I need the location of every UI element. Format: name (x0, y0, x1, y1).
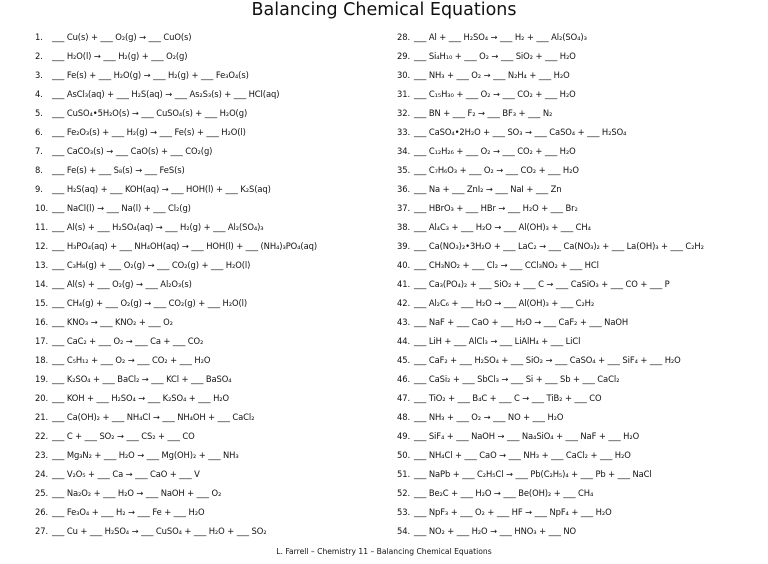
equation-text: ___ Ca(NO₃)₂•3H₂O + ___ LaC₂ → ___ Ca(NO₃)₂ + ___ La(OH)₃ + ___ C₂H₂ (414, 240, 704, 251)
equation-text: ___ H₃PO₄(aq) + ___ NH₄OH(aq) → ___ HOH(l) + ___ (NH₄)₃PO₄(aq) (52, 240, 317, 251)
equation-row (397, 369, 767, 388)
equation-row (35, 350, 393, 369)
equation-text: ___ Fe(s) + ___ H₂O(g) → ___ H₂(g) + ___ Fe₃O₄(s) (52, 69, 249, 80)
equation-row (397, 65, 767, 84)
equation-row (397, 483, 767, 502)
equation-number: 8. (35, 164, 43, 175)
equation-number: 38. (397, 221, 411, 232)
equation-row (35, 426, 393, 445)
equation-row (35, 369, 393, 388)
equation-row (35, 141, 393, 160)
equation-row (397, 502, 767, 521)
equation-text: ___ Be₂C + ___ H₂O → ___ Be(OH)₂ + ___ CH₄ (414, 487, 594, 498)
equation-number: 10. (35, 202, 49, 213)
equation-text: ___ Si₄H₁₀ + ___ O₂ → ___ SiO₂ + ___ H₂O (414, 50, 576, 61)
equation-text: ___ CaSi₂ + ___ SbCl₃ → ___ Si + ___ Sb + ___ CaCl₂ (414, 373, 620, 384)
equation-text: ___ NpF₃ + ___ O₂ + ___ HF → ___ NpF₄ + ___ H₂O (414, 506, 612, 517)
equation-row (397, 103, 767, 122)
equation-number: 52. (397, 487, 411, 498)
equation-number: 21. (35, 411, 49, 422)
equation-text: ___ CuSO₄•5H₂O(s) → ___ CuSO₄(s) + ___ H₂O(g) (52, 107, 248, 118)
equation-text: ___ V₂O₅ + ___ Ca → ___ CaO + ___ V (52, 468, 200, 479)
equation-row (397, 464, 767, 483)
equation-number: 5. (35, 107, 43, 118)
equation-row (397, 426, 767, 445)
equation-row (35, 388, 393, 407)
equation-number: 30. (397, 69, 411, 80)
equation-text: ___ NaCl(l) → ___ Na(l) + ___ Cl₂(g) (52, 202, 191, 213)
equation-number: 47. (397, 392, 411, 403)
equation-number: 39. (397, 240, 411, 251)
equation-number: 1. (35, 31, 43, 42)
equation-number: 45. (397, 354, 411, 365)
equation-text: ___ Al₄C₃ + ___ H₂O → ___ Al(OH)₃ + ___ CH₄ (414, 221, 591, 232)
equation-number: 29. (397, 50, 411, 61)
equation-number: 7. (35, 145, 43, 156)
equation-text: ___ Mg₃N₂ + ___ H₂O → ___ Mg(OH)₂ + ___ NH₃ (52, 449, 239, 460)
equation-text: ___ K₂SO₄ + ___ BaCl₂ → ___ KCl + ___ BaSO₄ (52, 373, 232, 384)
equation-row (35, 46, 393, 65)
equation-number: 54. (397, 525, 411, 536)
equation-row (397, 122, 767, 141)
equation-row (35, 160, 393, 179)
equation-number: 40. (397, 259, 411, 270)
equation-text: ___ Al(s) + ___ H₂SO₄(aq) → ___ H₂(g) + ___ Al₂(SO₄)₃ (52, 221, 264, 232)
equation-number: 50. (397, 449, 411, 460)
equation-number: 12. (35, 240, 49, 251)
page-title: Balancing Chemical Equations (251, 0, 517, 20)
equation-text: ___ Ca(OH)₂ + ___ NH₄Cl → ___ NH₄OH + ___ CaCl₂ (52, 411, 255, 422)
equation-number: 48. (397, 411, 411, 422)
equation-number: 37. (397, 202, 411, 213)
equation-row (35, 483, 393, 502)
equation-text: ___ TiO₂ + ___ B₄C + ___ C → ___ TiB₂ + ___ CO (414, 392, 602, 403)
equation-row (397, 141, 767, 160)
equation-number: 6. (35, 126, 43, 137)
equation-number: 28. (397, 31, 411, 42)
equation-row (35, 198, 393, 217)
equation-number: 26. (35, 506, 49, 517)
equation-number: 46. (397, 373, 411, 384)
equation-row (397, 198, 767, 217)
equation-number: 53. (397, 506, 411, 517)
equation-text: ___ C₅H₁₂ + ___ O₂ → ___ CO₂ + ___ H₂O (52, 354, 211, 365)
equation-text: ___ CaCO₃(s) → ___ CaO(s) + ___ CO₂(g) (52, 145, 213, 156)
equation-row (397, 236, 767, 255)
equation-row (397, 27, 767, 46)
equation-text: ___ C₃H₈(g) + ___ O₂(g) → ___ CO₂(g) + ___ H₂O(l) (52, 259, 251, 270)
equation-row (35, 274, 393, 293)
equation-row (397, 46, 767, 65)
equation-row (397, 160, 767, 179)
equation-text: ___ Fe(s) + ___ S₈(s) → ___ FeS(s) (52, 164, 185, 175)
equation-row (397, 84, 767, 103)
equation-number: 32. (397, 107, 411, 118)
footer-credit: L. Farrell – Chemistry 11 – Balancing Chemical Equations (276, 547, 492, 556)
equation-number: 20. (35, 392, 49, 403)
equation-text: ___ HBrO₃ + ___ HBr → ___ H₂O + ___ Br₂ (414, 202, 578, 213)
equation-row (397, 274, 767, 293)
equation-number: 35. (397, 164, 411, 175)
equation-row (35, 502, 393, 521)
equation-number: 17. (35, 335, 49, 346)
equation-text: ___ C₇H₆O₃ + ___ O₂ → ___ CO₂ + ___ H₂O (414, 164, 579, 175)
equation-number: 24. (35, 468, 49, 479)
equation-number: 49. (397, 430, 411, 441)
equation-text: ___ Al₂C₆ + ___ H₂O → ___ Al(OH)₃ + ___ C₂H₂ (414, 297, 595, 308)
equation-text: ___ H₂S(aq) + ___ KOH(aq) → ___ HOH(l) + ___ K₂S(aq) (52, 183, 271, 194)
equation-number: 22. (35, 430, 49, 441)
equation-text: ___ SiF₄ + ___ NaOH → ___ Na₄SiO₄ + ___ NaF + ___ H₂O (414, 430, 640, 441)
equation-number: 42. (397, 297, 411, 308)
equation-text: ___ CH₃NO₂ + ___ Cl₂ → ___ CCl₃NO₂ + ___ HCl (414, 259, 599, 270)
equation-number: 2. (35, 50, 43, 61)
equation-text: ___ Cu + ___ H₂SO₄ → ___ CuSO₄ + ___ H₂O + ___ SO₂ (52, 525, 267, 536)
equation-number: 18. (35, 354, 49, 365)
equation-text: ___ AsCl₃(aq) + ___ H₂S(aq) → ___ As₂S₃(s) + ___ HCl(aq) (52, 88, 280, 99)
equations-left-column (35, 27, 393, 540)
equation-text: ___ Na + ___ ZnI₂ → ___ NaI + ___ Zn (414, 183, 562, 194)
equation-text: ___ NaF + ___ CaO + ___ H₂O → ___ CaF₂ + ___ NaOH (414, 316, 629, 327)
equation-row (35, 331, 393, 350)
equation-text: ___ Na₂O₂ + ___ H₂O → ___ NaOH + ___ O₂ (52, 487, 222, 498)
equation-number: 15. (35, 297, 49, 308)
equation-number: 16. (35, 316, 49, 327)
equation-text: ___ C₁₂H₂₆ + ___ O₂ → ___ CO₂ + ___ H₂O (414, 145, 576, 156)
equation-text: ___ Cu(s) + ___ O₂(g) → ___ CuO(s) (52, 31, 192, 42)
equation-row (397, 521, 767, 540)
equation-text: ___ NH₃ + ___ O₂ → ___ NO + ___ H₂O (414, 411, 564, 422)
equation-row (35, 255, 393, 274)
equation-text: ___ Fe₂O₃(s) + ___ H₂(g) → ___ Fe(s) + ___ H₂O(l) (52, 126, 246, 137)
equation-text: ___ NO₂ + ___ H₂O → ___ HNO₃ + ___ NO (414, 525, 577, 536)
equation-row (35, 521, 393, 540)
equation-number: 4. (35, 88, 43, 99)
equation-text: ___ CH₄(g) + ___ O₂(g) → ___ CO₂(g) + ___ H₂O(l) (52, 297, 248, 308)
equation-text: ___ KNO₃ → ___ KNO₂ + ___ O₂ (52, 316, 173, 327)
equation-number: 25. (35, 487, 49, 498)
equation-row (397, 445, 767, 464)
equation-text: ___ LiH + ___ AlCl₃ → ___ LiAlH₄ + ___ LiCl (414, 335, 581, 346)
equation-text: ___ H₂O(l) → ___ H₂(g) + ___ O₂(g) (52, 50, 188, 61)
equation-number: 14. (35, 278, 49, 289)
equation-row (397, 388, 767, 407)
equation-row (35, 464, 393, 483)
equation-text: ___ C₁₅H₃₀ + ___ O₂ → ___ CO₂ + ___ H₂O (414, 88, 576, 99)
equation-row (397, 331, 767, 350)
equation-number: 36. (397, 183, 411, 194)
equation-row (397, 255, 767, 274)
equation-row (35, 84, 393, 103)
equation-row (397, 179, 767, 198)
equation-row (35, 236, 393, 255)
equation-row (397, 350, 767, 369)
equation-number: 34. (397, 145, 411, 156)
equation-number: 31. (397, 88, 411, 99)
equation-row (35, 217, 393, 236)
equation-text: ___ CaF₂ + ___ H₂SO₄ + ___ SiO₂ → ___ CaSO₄ + ___ SiF₄ + ___ H₂O (414, 354, 681, 365)
equation-text: ___ Al(s) + ___ O₂(g) → ___ Al₂O₃(s) (52, 278, 192, 289)
equation-row (35, 27, 393, 46)
equation-text: ___ CaC₂ + ___ O₂ → ___ Ca + ___ CO₂ (52, 335, 204, 346)
equation-row (397, 407, 767, 426)
equation-row (397, 217, 767, 236)
equation-number: 13. (35, 259, 49, 270)
equation-row (35, 65, 393, 84)
equation-text: ___ Ca₃(PO₄)₂ + ___ SiO₂ + ___ C → ___ CaSiO₃ + ___ CO + ___ P (414, 278, 670, 289)
equation-text: ___ Fe₃O₄ + ___ H₂ → ___ Fe + ___ H₂O (52, 506, 205, 517)
equation-number: 11. (35, 221, 49, 232)
equation-row (397, 293, 767, 312)
equation-row (35, 179, 393, 198)
equation-text: ___ Al + ___ H₂SO₄ → ___ H₂ + ___ Al₂(SO₄)₃ (414, 31, 587, 42)
equation-number: 43. (397, 316, 411, 327)
equation-text: ___ BN + ___ F₂ → ___ BF₃ + ___ N₂ (414, 107, 553, 118)
equation-row (35, 122, 393, 141)
equation-number: 41. (397, 278, 411, 289)
equation-row (35, 312, 393, 331)
equation-number: 33. (397, 126, 411, 137)
equation-number: 44. (397, 335, 411, 346)
equation-text: ___ NH₃ + ___ O₂ → ___ N₂H₄ + ___ H₂O (414, 69, 570, 80)
equation-number: 51. (397, 468, 411, 479)
equation-number: 27. (35, 525, 49, 536)
equation-number: 23. (35, 449, 49, 460)
equation-text: ___ CaSO₄•2H₂O + ___ SO₃ → ___ CaSO₄ + ___ H₂SO₄ (414, 126, 627, 137)
equation-number: 3. (35, 69, 43, 80)
equation-row (35, 407, 393, 426)
equation-text: ___ NH₄Cl + ___ CaO → ___ NH₃ + ___ CaCl₂ + ___ H₂O (414, 449, 631, 460)
equation-text: ___ C + ___ SO₂ → ___ CS₂ + ___ CO (52, 430, 195, 441)
equation-row (35, 293, 393, 312)
equation-number: 9. (35, 183, 43, 194)
equation-row (35, 103, 393, 122)
equation-text: ___ NaPb + ___ C₂H₅Cl → ___ Pb(C₂H₅)₄ + ___ Pb + ___ NaCl (414, 468, 652, 479)
equation-number: 19. (35, 373, 49, 384)
equation-row (397, 312, 767, 331)
equations-right-column (397, 27, 767, 540)
equation-row (35, 445, 393, 464)
equation-text: ___ KOH + ___ H₂SO₄ → ___ K₂SO₄ + ___ H₂O (52, 392, 230, 403)
